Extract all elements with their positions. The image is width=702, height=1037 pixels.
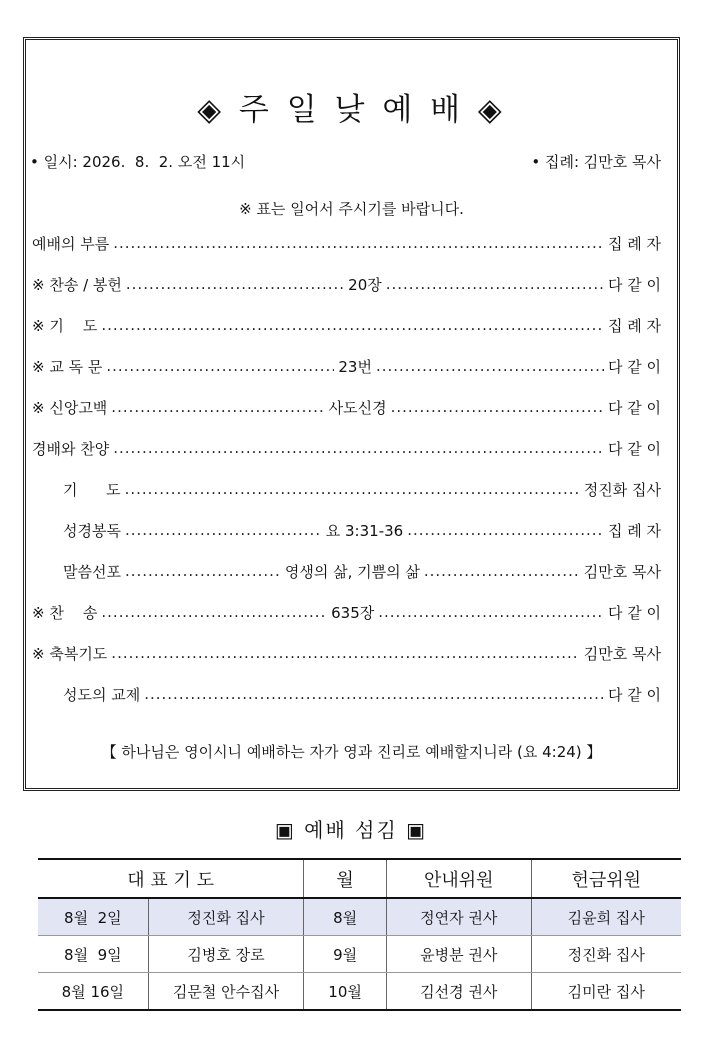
order-item-leader: 집 례 자 <box>607 316 661 335</box>
order-item-leader: 다 같 이 <box>607 603 661 622</box>
scripture-verse: 【 하나님은 영이시니 예배하는 자가 영과 진리로 예배할지니라 (요 4:24) 】 <box>101 743 602 761</box>
dot-leader <box>106 356 334 376</box>
col-header-prayer: 대 표 기 도 <box>38 859 304 898</box>
order-item-name: ※ 교 독 문 <box>32 357 103 376</box>
order-of-worship-box <box>23 37 680 791</box>
dot-leader <box>125 520 322 540</box>
prayer-date: 8월 16일 <box>38 973 148 1011</box>
order-item-name: 기 도 <box>63 480 121 499</box>
month-cell: 9월 <box>304 936 387 973</box>
table-row <box>38 898 681 936</box>
order-row <box>63 559 661 583</box>
offering-cell: 정진화 집사 <box>531 936 681 973</box>
order-row <box>32 354 661 378</box>
prayer-person: 김문철 안수집사 <box>148 973 304 1011</box>
order-item-leader: 집 례 자 <box>607 521 661 540</box>
prayer-date: 8월 9일 <box>38 936 148 973</box>
dot-leader <box>125 479 580 499</box>
offering-cell: 김윤희 집사 <box>531 898 681 936</box>
dot-leader <box>424 561 580 581</box>
order-row <box>32 436 661 460</box>
order-item-name: 예배의 부름 <box>32 234 110 253</box>
order-row <box>63 682 661 706</box>
dot-leader <box>111 643 579 663</box>
prayer-date: 8월 2일 <box>38 898 148 936</box>
usher-cell: 윤병분 권사 <box>386 936 531 973</box>
dot-leader <box>111 397 324 417</box>
dot-leader <box>126 274 344 294</box>
order-item-detail: 635장 <box>331 603 375 622</box>
col-header-month: 월 <box>304 859 387 898</box>
table-row <box>38 973 681 1011</box>
dot-leader <box>391 397 604 417</box>
order-row <box>32 272 661 296</box>
prayer-person: 정진화 집사 <box>148 898 304 936</box>
order-item-name: ※ 축복기도 <box>32 644 108 663</box>
order-item-leader: 다 같 이 <box>607 439 661 458</box>
order-item-name: 경배와 찬양 <box>32 439 110 458</box>
order-item-leader: 다 같 이 <box>608 275 662 294</box>
dot-leader <box>407 520 604 540</box>
usher-cell: 정연자 권사 <box>386 898 531 936</box>
order-item-name: ※ 신앙고백 <box>32 398 108 417</box>
order-item-detail: 영생의 삶, 기쁨의 삶 <box>284 562 420 581</box>
order-item-leader: 다 같 이 <box>607 357 661 376</box>
servants-table <box>38 858 681 1011</box>
order-item-name: 성경봉독 <box>63 521 121 540</box>
order-row <box>32 313 661 337</box>
order-item-name: ※ 기 도 <box>32 316 98 335</box>
order-item-leader: 김만호 목사 <box>583 644 661 663</box>
order-item-detail: 20장 <box>348 275 382 294</box>
standing-notice: ※ 표는 일어서 주시기를 바랍니다. <box>239 200 464 218</box>
col-header-usher: 안내위원 <box>386 859 531 898</box>
usher-cell: 김선경 권사 <box>386 973 531 1011</box>
page-title: ◈ 주 일 낮 예 배 ◈ <box>197 92 506 128</box>
table-header-row <box>38 859 681 898</box>
dot-leader <box>101 602 327 622</box>
month-cell: 10월 <box>304 973 387 1011</box>
prayer-person: 김병호 장로 <box>148 936 304 973</box>
offering-cell: 김미란 집사 <box>531 973 681 1011</box>
dot-leader <box>386 274 604 294</box>
order-item-leader: 정진화 집사 <box>583 480 661 499</box>
order-row <box>63 477 661 501</box>
order-item-name: ※ 찬송 / 봉헌 <box>32 275 122 294</box>
order-item-name: 말씀선포 <box>63 562 121 581</box>
order-row <box>32 641 661 665</box>
order-item-detail: 23번 <box>338 357 372 376</box>
service-leader: • 집례: 김만호 목사 <box>531 153 661 171</box>
dot-leader <box>144 684 604 704</box>
service-datetime: • 일시: 2026. 8. 2. 오전 11시 <box>30 153 246 171</box>
col-header-offering: 헌금위원 <box>531 859 681 898</box>
order-row <box>32 231 661 255</box>
order-item-detail: 요 3:31-36 <box>325 521 404 540</box>
order-row <box>63 518 661 542</box>
dot-leader <box>113 438 604 458</box>
order-item-leader: 집 례 자 <box>607 234 661 253</box>
order-row <box>32 395 661 419</box>
servants-section-title: ▣ 예배 섬김 ▣ <box>274 818 428 842</box>
order-item-leader: 다 같 이 <box>607 685 661 704</box>
dot-leader <box>378 602 604 622</box>
order-item-leader: 다 같 이 <box>607 398 661 417</box>
order-item-name: 성도의 교제 <box>63 685 141 704</box>
month-cell: 8월 <box>304 898 387 936</box>
order-item-detail: 사도신경 <box>328 398 387 417</box>
dot-leader <box>113 233 604 253</box>
table-row <box>38 936 681 973</box>
order-item-leader: 김만호 목사 <box>583 562 661 581</box>
dot-leader <box>101 315 604 335</box>
dot-leader <box>376 356 604 376</box>
dot-leader <box>125 561 281 581</box>
order-item-name: ※ 찬 송 <box>32 603 98 622</box>
order-row <box>32 600 661 624</box>
